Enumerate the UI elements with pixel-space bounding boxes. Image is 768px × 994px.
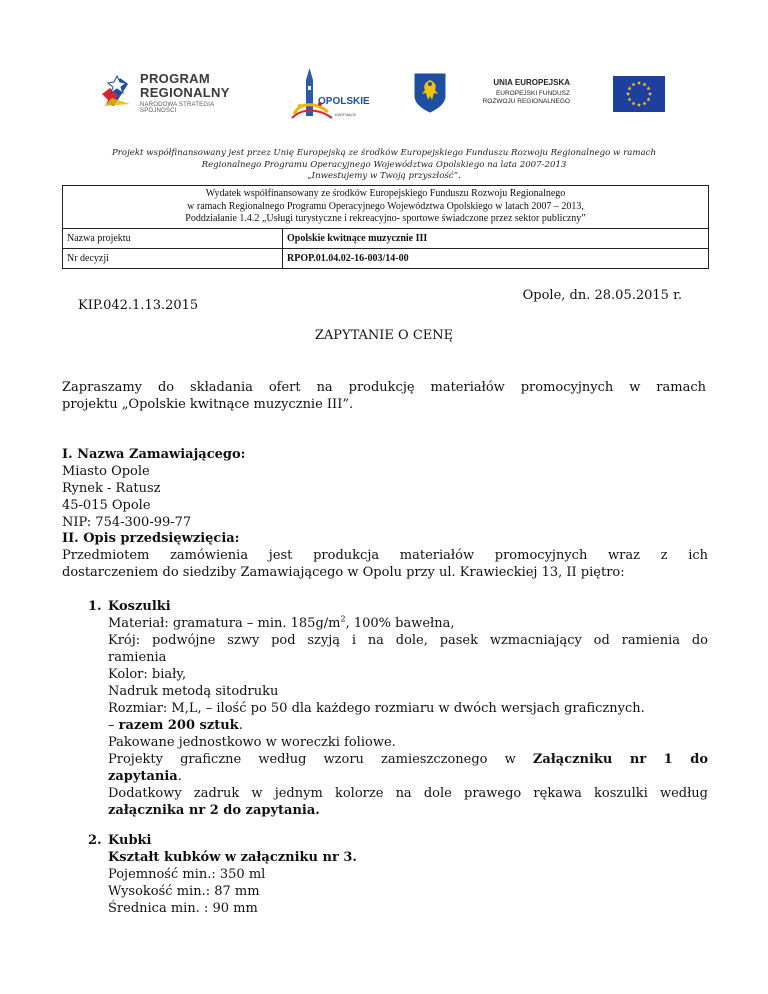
section-description xyxy=(62,530,708,581)
authority-city: 45-015 Opole xyxy=(62,498,151,513)
item1-number: 1. xyxy=(88,599,102,614)
item1-designs-1b: Załączniku nr 1 do xyxy=(532,752,709,767)
item1-total xyxy=(108,717,708,734)
item2-subtitle: Kształt kubków w załączniku nr 3. xyxy=(108,850,357,865)
description-line2: dostarczeniem do siedziby Zamawiającego w Opolu przy ul. Krawieckiej 13, II piętro: xyxy=(62,565,625,580)
item1-title: Koszulki xyxy=(108,599,171,614)
program-line1: PROGRAM xyxy=(140,71,210,86)
decision-number-value: RPOP.01.04.02-16-003/14-00 xyxy=(283,248,709,268)
section2-title: II. Opis przedsięwzięcia: xyxy=(62,531,240,546)
item2-title: Kubki xyxy=(108,833,152,848)
item2-height: Wysokość min.: 87 mm xyxy=(108,884,260,899)
reference-number: KIP.042.1.13.2015 xyxy=(78,298,199,313)
ue-line1: UNIA EUROPEJSKA xyxy=(493,78,570,87)
item1-designs-line2 xyxy=(108,768,708,785)
item1-extra-line1: Dodatkowy zadruk w jednym kolorze na dole prawego rękawa koszulki według xyxy=(108,786,708,801)
project-name-label: Nazwa projektu xyxy=(63,228,283,248)
ue-line3: ROZWOJU REGIONALNEGO xyxy=(482,98,570,105)
intro-paragraph xyxy=(62,379,706,413)
statement-line3: Poddziałanie 1.4.2 „Usługi turystyczne i rekreacyjno- sportowe świadczone przez sektor publiczny” xyxy=(185,213,586,224)
item1-designs-1a: Projekty graficzne według wzoru zamieszczonego w xyxy=(108,752,533,767)
statement-line1: Wydatek współfinansowany ze środków Europejskiego Funduszu Rozwoju Regionalnego xyxy=(205,188,566,199)
ue-line2: EUROPEJSKI FUNDUSZ xyxy=(495,90,570,97)
opole-crest-icon xyxy=(413,72,447,114)
logo-bar xyxy=(0,62,768,122)
item1-packing: Pakowane jednostkowo w woreczki foliowe. xyxy=(108,735,396,750)
program-star-icon xyxy=(100,74,134,108)
opolskie-tower-icon xyxy=(290,66,334,122)
item1-designs-2a: zapytania xyxy=(108,769,178,784)
cofinancing-note-line1: Projekt współfinansowany jest przez Unię Europejską ze środków Europejskiego Funduszu Rozwoju Regionalnego w ramach xyxy=(112,148,656,158)
section1-title: I. Nazwa Zamawiającego: xyxy=(62,447,246,462)
cofinancing-statement xyxy=(63,186,709,229)
item1-total-dash: – xyxy=(108,718,119,733)
item2-number: 2. xyxy=(88,833,102,848)
item1-cut-line2: ramienia xyxy=(108,650,167,665)
item1-size: Rozmiar: M,L, – ilość po 50 dla każdego rozmiaru w dwóch wersjach graficznych. xyxy=(108,701,645,716)
cofinancing-note-line3: „Inwestujemy w Twoją przyszłość”. xyxy=(307,171,461,181)
project-info-table xyxy=(62,185,709,269)
intro-line2: projektu „Opolskie kwitnące muzycznie III”. xyxy=(62,397,354,412)
table-row xyxy=(63,186,709,229)
item1-cut-line1: Krój: podwójne szwy pod szyją i na dole, pasek wzmacniający od ramienia do xyxy=(108,633,708,648)
table-row xyxy=(63,228,709,248)
item1-material xyxy=(108,615,708,632)
table-row xyxy=(63,248,709,268)
opolskie-logo xyxy=(290,66,380,122)
item1-total-end: . xyxy=(238,718,243,733)
item1-material-b: , 100% bawełna, xyxy=(345,616,455,631)
authority-name: Miasto Opole xyxy=(62,464,150,479)
item1-extra-line2: załącznika nr 2 do zapytania. xyxy=(108,803,320,818)
document-date: Opole, dn. 28.05.2015 r. xyxy=(522,288,682,303)
program-regionalny-logo xyxy=(100,72,240,112)
item2-capacity: Pojemność min.: 350 ml xyxy=(108,867,266,882)
opolskie-sub: KWITNĄCE xyxy=(335,112,357,117)
description-line1: Przedmiotem zamówienia jest produkcja materiałów promocyjnych wraz z ich xyxy=(62,548,708,563)
item-mugs xyxy=(88,832,708,917)
item1-print: Nadruk metodą sitodruku xyxy=(108,684,279,699)
opolskie-word: OPOLSKIE xyxy=(318,96,370,107)
eu-flag-icon xyxy=(613,76,665,112)
project-name-value: Opolskie kwitnące muzycznie III xyxy=(283,228,709,248)
cofinancing-note xyxy=(40,148,728,183)
item1-material-a: Materiał: gramatura – min. 185g/m xyxy=(108,616,341,631)
statement-line2: w ramach Regionalnego Programu Operacyjnego Województwa Opolskiego w latach 2007 – 2013, xyxy=(187,200,584,212)
item1-designs-line1 xyxy=(108,751,708,768)
intro-line1: Zapraszamy do składania ofert na produkcję materiałów promocyjnych w ramach xyxy=(62,380,706,395)
item-tshirts xyxy=(88,598,709,819)
program-line3: NARODOWA STRATEGIA SPÓJNOŚCI xyxy=(140,102,214,114)
item1-designs-2b: . xyxy=(177,769,182,784)
item1-color: Kolor: biały, xyxy=(108,667,187,682)
cofinancing-note-line2: Regionalnego Programu Operacyjnego Województwa Opolskiego na lata 2007-2013 xyxy=(201,159,567,170)
item1-material-sup: 2 xyxy=(340,614,346,624)
document-title: ZAPYTANIE O CENĘ xyxy=(314,328,454,343)
unia-europejska-logo xyxy=(482,78,674,118)
section-contracting-authority xyxy=(62,446,708,531)
item1-total-bold: razem 200 sztuk xyxy=(118,718,239,733)
decision-number-label: Nr decyzji xyxy=(63,248,283,268)
program-line2: REGIONALNY xyxy=(140,85,230,100)
authority-nip: NIP: 754-300-99-77 xyxy=(62,515,192,530)
authority-street: Rynek - Ratusz xyxy=(62,481,161,496)
item2-diameter: Średnica min. : 90 mm xyxy=(108,901,258,916)
